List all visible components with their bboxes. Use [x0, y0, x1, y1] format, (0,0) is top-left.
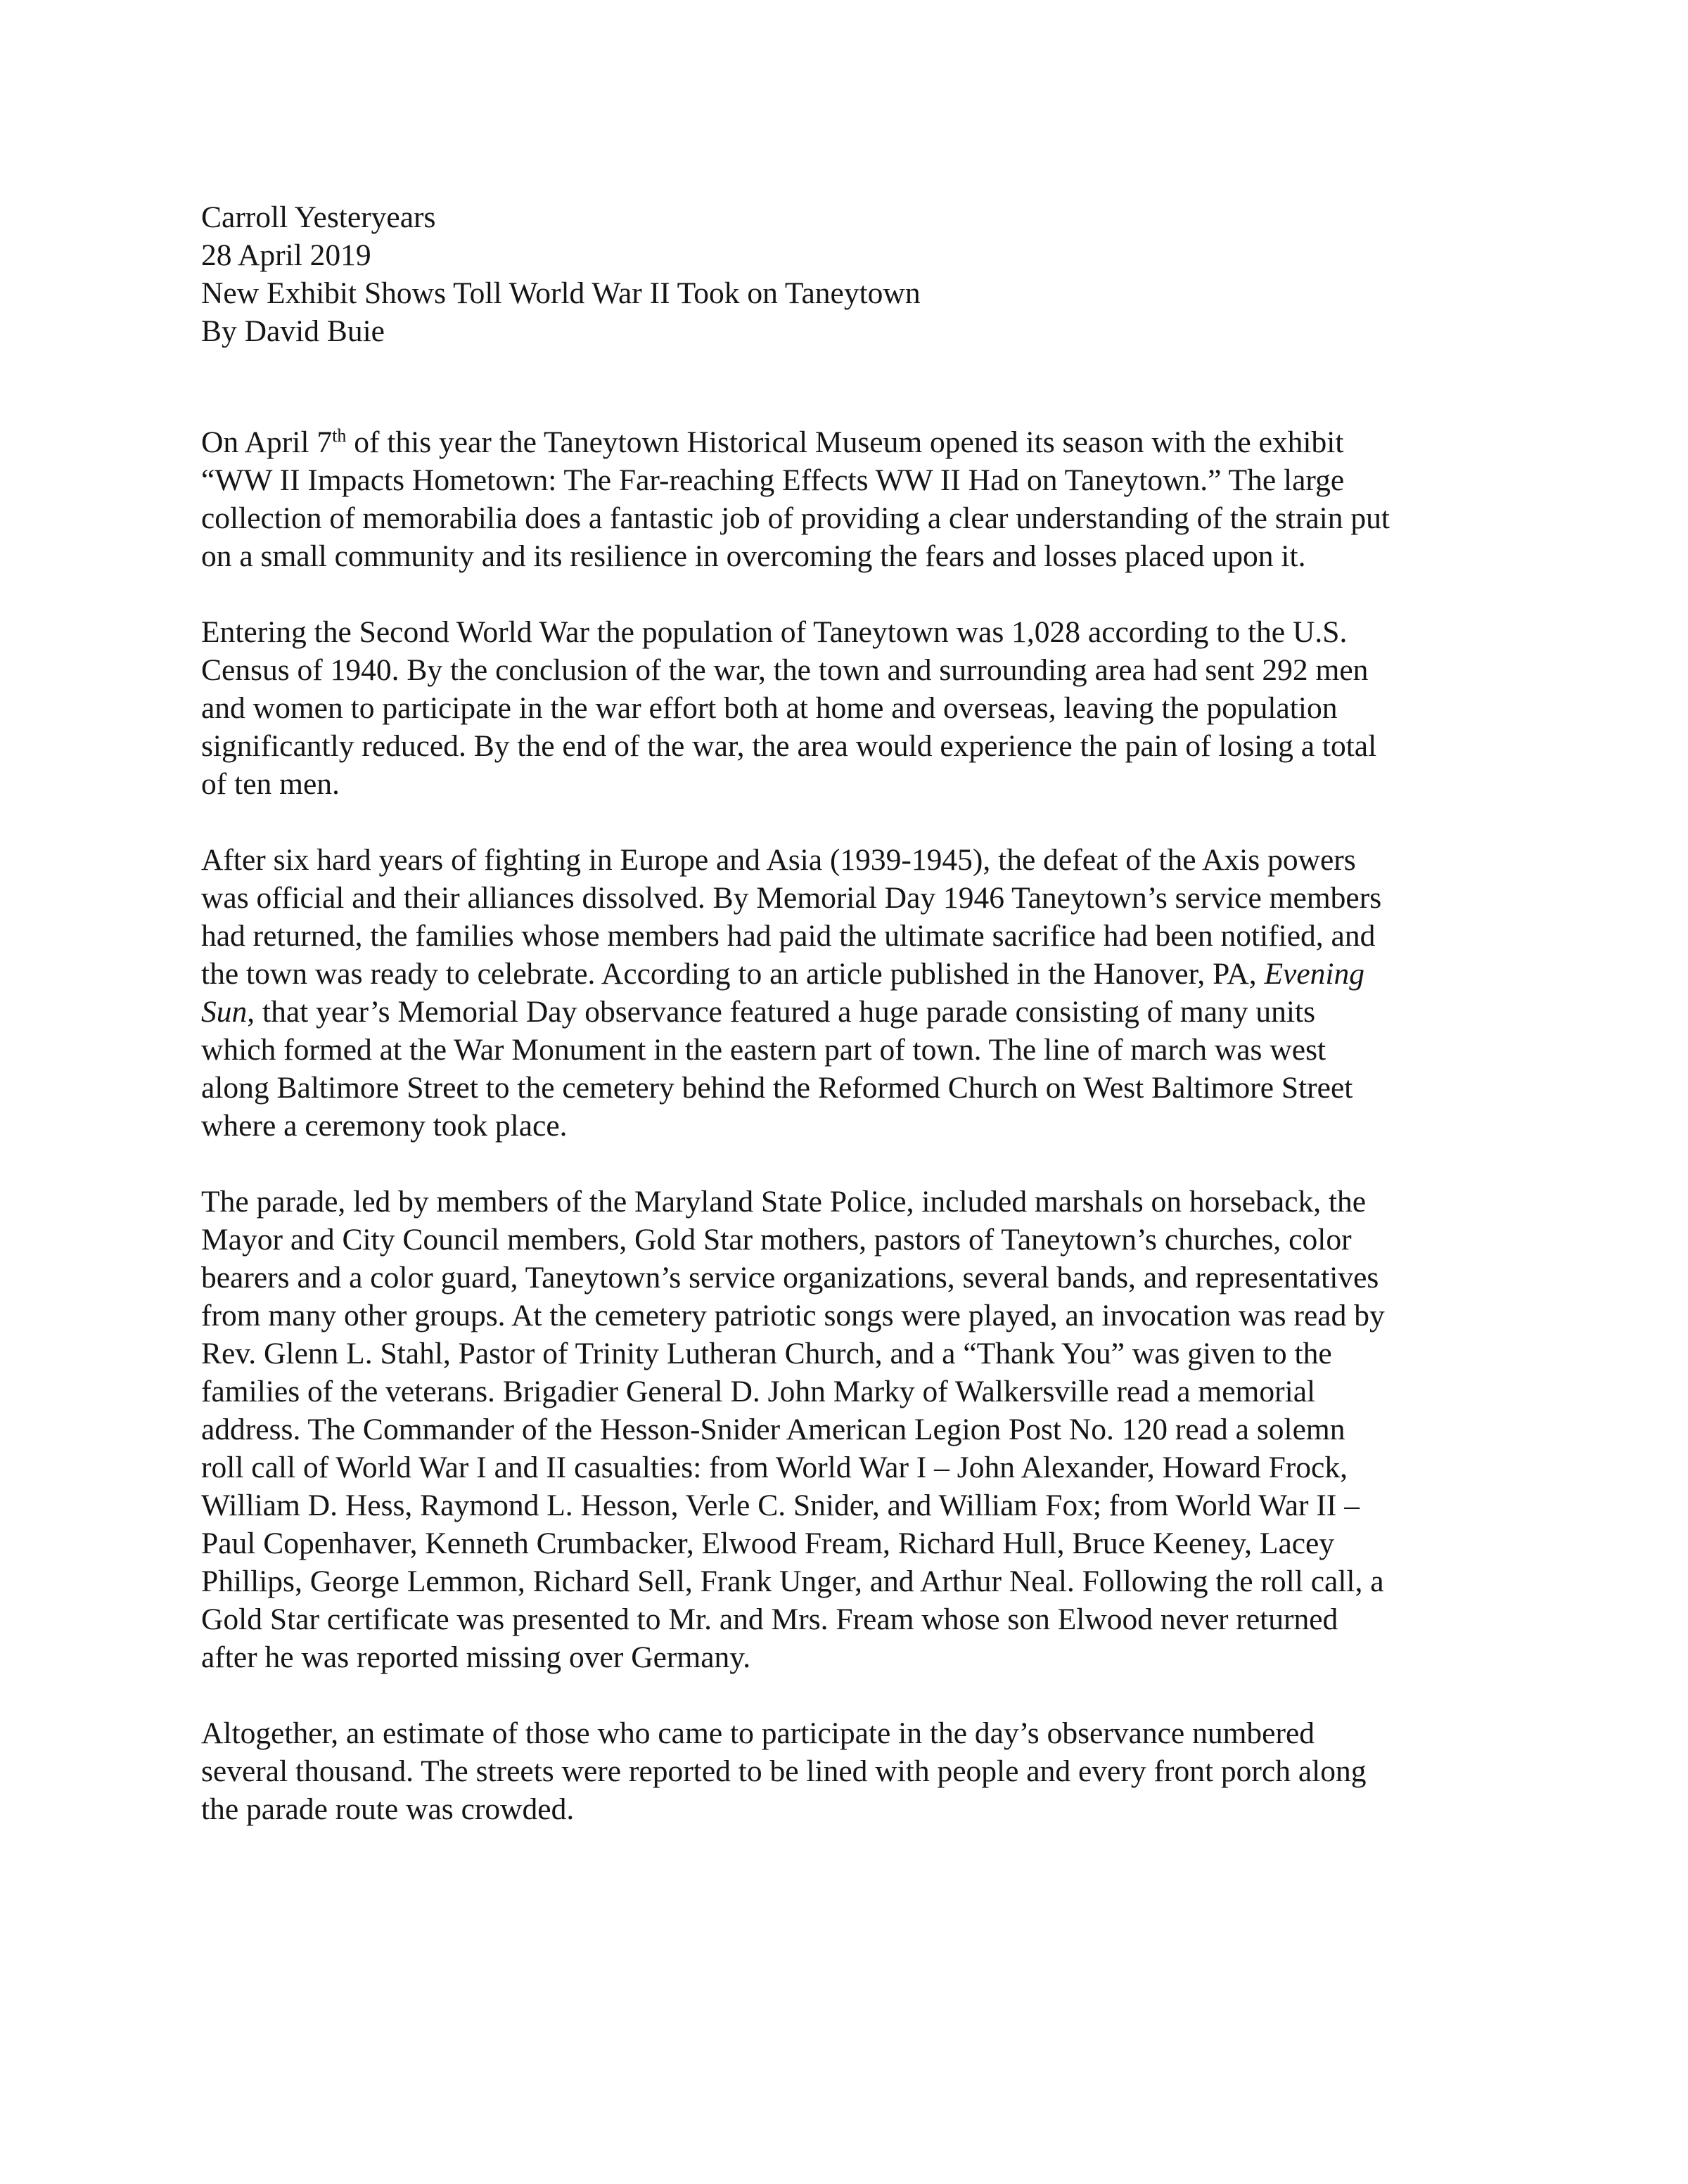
paragraph-line: the parade route was crowded.: [201, 1792, 575, 1826]
article-byline: By David Buie: [201, 314, 385, 348]
document-page: [201, 198, 1495, 1866]
paragraph-line: after he was reported missing over Germany.: [201, 1640, 751, 1674]
paragraph-line: and women to participate in the war effort both at home and overseas, leaving the population: [201, 691, 1338, 725]
paragraph-line: had returned, the families whose members had paid the ultimate sacrifice had been notified, and: [201, 919, 1376, 953]
text-run: the town was ready to celebrate. According to an article published in the Hanover, PA,: [201, 957, 1257, 991]
paragraph-line: several thousand. The streets were reported to be lined with people and every front porch along: [201, 1754, 1367, 1788]
article-date: 28 April 2019: [201, 238, 371, 272]
paragraph-1: [201, 423, 1495, 575]
paragraph-4: [201, 1183, 1495, 1676]
paragraph-line: Phillips, George Lemmon, Richard Sell, Frank Unger, and Arthur Neal. Following the roll call, a: [201, 1565, 1384, 1598]
paragraph-line: William D. Hess, Raymond L. Hesson, Verle C. Snider, and William Fox; from World War II –: [201, 1489, 1360, 1522]
paragraph-line: along Baltimore Street to the cemetery behind the Reformed Church on West Baltimore Street: [201, 1071, 1353, 1105]
paragraph-line: where a ceremony took place.: [201, 1109, 568, 1143]
paragraph-line: roll call of World War I and II casualties: from World War I – John Alexander, Howard Frock,: [201, 1451, 1348, 1484]
paragraph-line: [201, 993, 1495, 1031]
paragraph-line: [201, 423, 1495, 461]
paragraph-line: [201, 955, 1495, 993]
article-header: [201, 198, 1495, 350]
article-headline: New Exhibit Shows Toll World War II Took on Taneytown: [201, 276, 921, 310]
paragraph-line: of ten men.: [201, 767, 340, 801]
newspaper-title-italic: Evening: [1264, 957, 1364, 991]
paragraph-line: was official and their alliances dissolved. By Memorial Day 1946 Taneytown’s service members: [201, 881, 1382, 915]
paragraph-line: collection of memorabilia does a fantastic job of providing a clear understanding of the strain put: [201, 501, 1390, 535]
paragraph-line: “WW II Impacts Hometown: The Far-reaching Effects WW II Had on Taneytown.” The large: [201, 463, 1345, 497]
paragraph-line: Entering the Second World War the population of Taneytown was 1,028 according to the U.S.: [201, 615, 1348, 649]
paragraph-line: which formed at the War Monument in the eastern part of town. The line of march was west: [201, 1033, 1326, 1067]
text-run: of this year the Taneytown Historical Museum opened its season with the exhibit: [346, 425, 1344, 459]
paragraph-line: After six hard years of fighting in Europe and Asia (1939-1945), the defeat of the Axis powers: [201, 843, 1356, 877]
publication-name: Carroll Yesteryears: [201, 200, 436, 234]
paragraph-line: Census of 1940. By the conclusion of the war, the town and surrounding area had sent 292 men: [201, 653, 1369, 687]
paragraph-line: from many other groups. At the cemetery patriotic songs were played, an invocation was read by: [201, 1299, 1385, 1332]
paragraph-line: bearers and a color guard, Taneytown’s service organizations, several bands, and representatives: [201, 1261, 1379, 1295]
text-run: On April 7: [201, 425, 333, 459]
paragraph-line: Altogether, an estimate of those who came to participate in the day’s observance numbered: [201, 1716, 1315, 1750]
paragraph-3: [201, 841, 1495, 1145]
paragraph-line: address. The Commander of the Hesson-Snider American Legion Post No. 120 read a solemn: [201, 1413, 1345, 1446]
paragraph-line: significantly reduced. By the end of the war, the area would experience the pain of losing a total: [201, 729, 1377, 763]
paragraph-line: Gold Star certificate was presented to Mr. and Mrs. Fream whose son Elwood never returned: [201, 1602, 1338, 1636]
paragraph-line: Rev. Glenn L. Stahl, Pastor of Trinity Lutheran Church, and a “Thank You” was given to the: [201, 1337, 1332, 1370]
header-spacer: [201, 350, 1495, 423]
paragraph-line: Paul Copenhaver, Kenneth Crumbacker, Elwood Fream, Richard Hull, Bruce Keeney, Lacey: [201, 1527, 1335, 1560]
paragraph-line: The parade, led by members of the Maryland State Police, included marshals on horseback, the: [201, 1185, 1367, 1219]
paragraph-line: families of the veterans. Brigadier General D. John Marky of Walkersville read a memorial: [201, 1375, 1316, 1408]
paragraph-2: [201, 613, 1495, 803]
paragraph-line: Mayor and City Council members, Gold Star mothers, pastors of Taneytown’s churches, color: [201, 1223, 1352, 1257]
newspaper-title-italic: Sun: [201, 995, 248, 1029]
text-run: , that year’s Memorial Day observance featured a huge parade consisting of many units: [247, 995, 1316, 1029]
paragraph-5: [201, 1714, 1495, 1828]
ordinal-suffix: th: [332, 425, 347, 446]
paragraph-line: on a small community and its resilience in overcoming the fears and losses placed upon it.: [201, 539, 1306, 573]
